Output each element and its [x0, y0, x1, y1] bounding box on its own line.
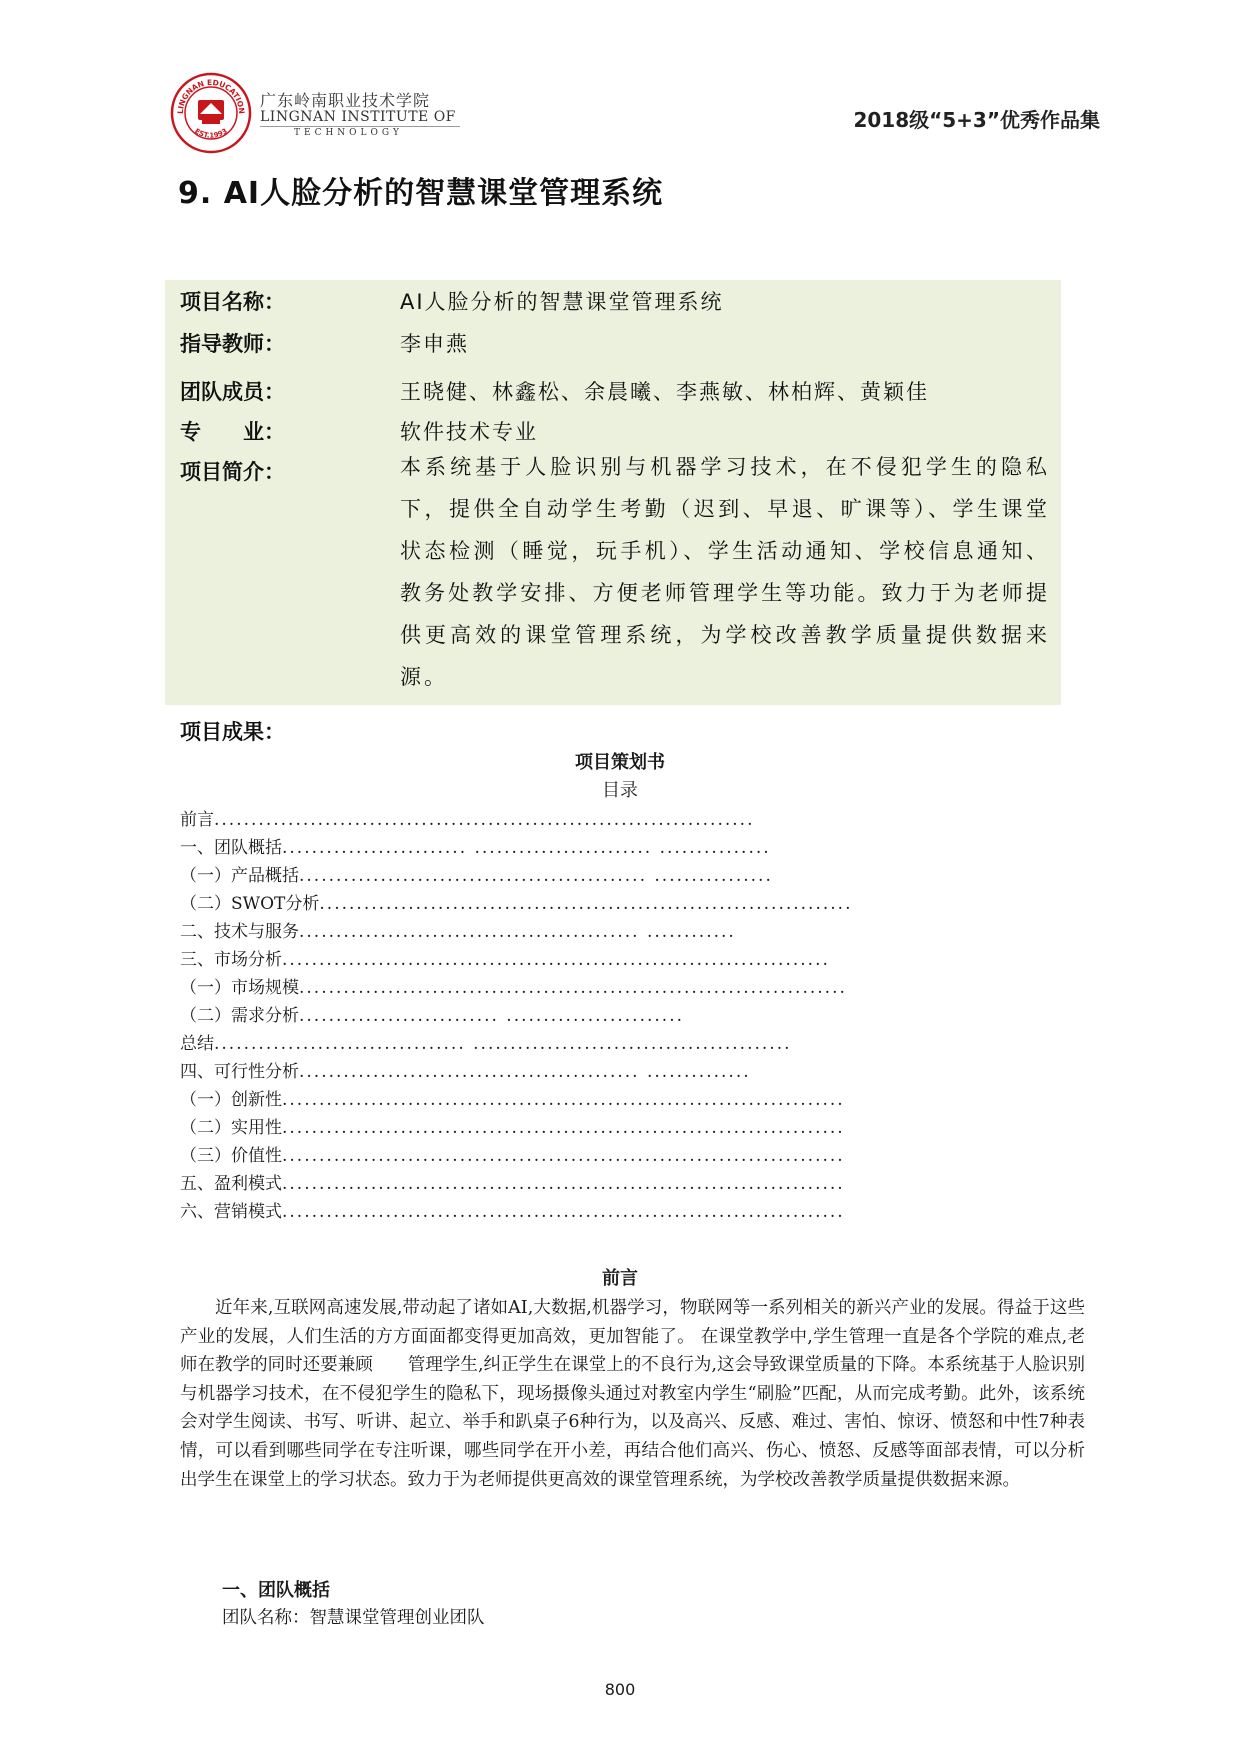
header-divider: [260, 126, 460, 127]
toc-item[interactable]: （三）价值性............................................................................: [180, 1146, 845, 1166]
section-title-team: 一、团队概括: [222, 1580, 330, 1601]
institution-name-cn: 广东岭南职业技术学院: [260, 91, 431, 110]
intro-label: 项目简介：: [180, 460, 285, 484]
project-info-table: [165, 280, 1061, 705]
toc-item[interactable]: 一、团队概括......................... ........................ ...............: [180, 838, 771, 858]
page-header: [170, 72, 1100, 162]
toc-item[interactable]: 五、盈利模式............................................................................: [180, 1174, 845, 1194]
advisor-value: 李申燕: [400, 332, 469, 356]
toc-item[interactable]: 六、营销模式............................................................................: [180, 1202, 845, 1222]
toc-item[interactable]: 前言.........................................................................: [180, 810, 755, 830]
toc-item[interactable]: （二）需求分析........................... ........................: [180, 1006, 684, 1026]
project-name-label: 项目名称：: [180, 290, 285, 314]
institution-logo: [170, 72, 252, 154]
toc-item[interactable]: （一）市场规模..........................................................................: [180, 978, 847, 998]
collection-title: 2018级“5+3”优秀作品集: [853, 108, 1100, 132]
toc-item[interactable]: （一）产品概括............................................... ................: [180, 866, 773, 886]
team-value: 王晓健、林鑫松、余晨曦、李燕敏、林柏辉、黄颖佳: [400, 380, 929, 404]
institution-name-en-2: TECHNOLOGY: [294, 128, 403, 138]
toc-title: 目录: [602, 780, 638, 801]
page-number: 800: [604, 1680, 636, 1699]
major-value: 软件技术专业: [400, 420, 538, 444]
table-of-contents: [180, 806, 1080, 1226]
project-name-value: AI人脸分析的智慧课堂管理系统: [400, 290, 724, 314]
toc-item[interactable]: （一）创新性............................................................................: [180, 1090, 845, 1110]
major-label: 专 业：: [180, 420, 285, 444]
toc-item[interactable]: （二）SWOT分析........................................................................: [180, 894, 853, 914]
toc-item[interactable]: 二、技术与服务.............................................. ............: [180, 922, 736, 942]
toc-item[interactable]: 总结.................................. ...........................................: [180, 1034, 792, 1054]
logo-text-top: LINGNAN EDUCATION: [175, 77, 247, 115]
institution-name-en: LINGNAN INSTITUTE OF: [260, 109, 456, 125]
preface-body: 近年来,互联网高速发展,带动起了诸如AI,大数据,机器学习，物联网等一系列相关的新兴产业的发展。得益于这些产业的发展，人们生活的方方面面都变得更加高效，更加智能了。 在课堂教学中,学生管理一直是各个学院的难点,老师在教学的同时还要兼顾 管理学生,纠正学生在课堂上的不良行为,这会导致课堂质量的下降。本系统基于人脸识别与机器学习技术，在不侵犯学生的隐私下，现场摄像头通过对教室内学生“刷脸”匹配，从而完成考勤。此外，该系统会对学生阅读、书写、听讲、起立、举手和趴桌子6种行为，以及高兴、反感、难过、害怕、惊讶、愤怒和中性7种表情，可以看到哪些同学在专注听课，哪些同学在开小差，再结合他们高兴、伤心、愤怒、反感等面部表情，可以分析出学生在课堂上的学习状态。致力于为老师提供更高效的课堂管理系统，为学校改善教学质量提供数据来源。: [180, 1298, 1085, 1490]
results-label: 项目成果：: [180, 720, 285, 744]
intro-value: 本系统基于人脸识别与机器学习技术，在不侵犯学生的隐私下，提供全自动学生考勤（迟到、早退、旷课等）、学生课堂状态检测（睡觉，玩手机）、学生活动通知、学校信息通知、教务处教学安排、方便老师管理学生等功能。致力于为老师提供更高效的课堂管理系统，为学校改善教学质量提供数据来源。: [400, 455, 1050, 689]
team-label: 团队成员：: [180, 380, 285, 404]
toc-item[interactable]: 四、可行性分析.............................................. ..............: [180, 1062, 751, 1082]
team-name-text: 团队名称：智慧课堂管理创业团队: [222, 1608, 485, 1628]
preface-title: 前言: [602, 1268, 638, 1289]
plan-title: 项目策划书: [575, 752, 665, 773]
toc-item[interactable]: （二）实用性............................................................................: [180, 1118, 845, 1138]
advisor-label: 指导教师：: [180, 332, 285, 356]
toc-item[interactable]: 三、市场分析..........................................................................: [180, 950, 830, 970]
logo-text-bottom: EST.1993: [193, 127, 229, 140]
page-title: 9. AI人脸分析的智慧课堂管理系统: [178, 176, 664, 211]
